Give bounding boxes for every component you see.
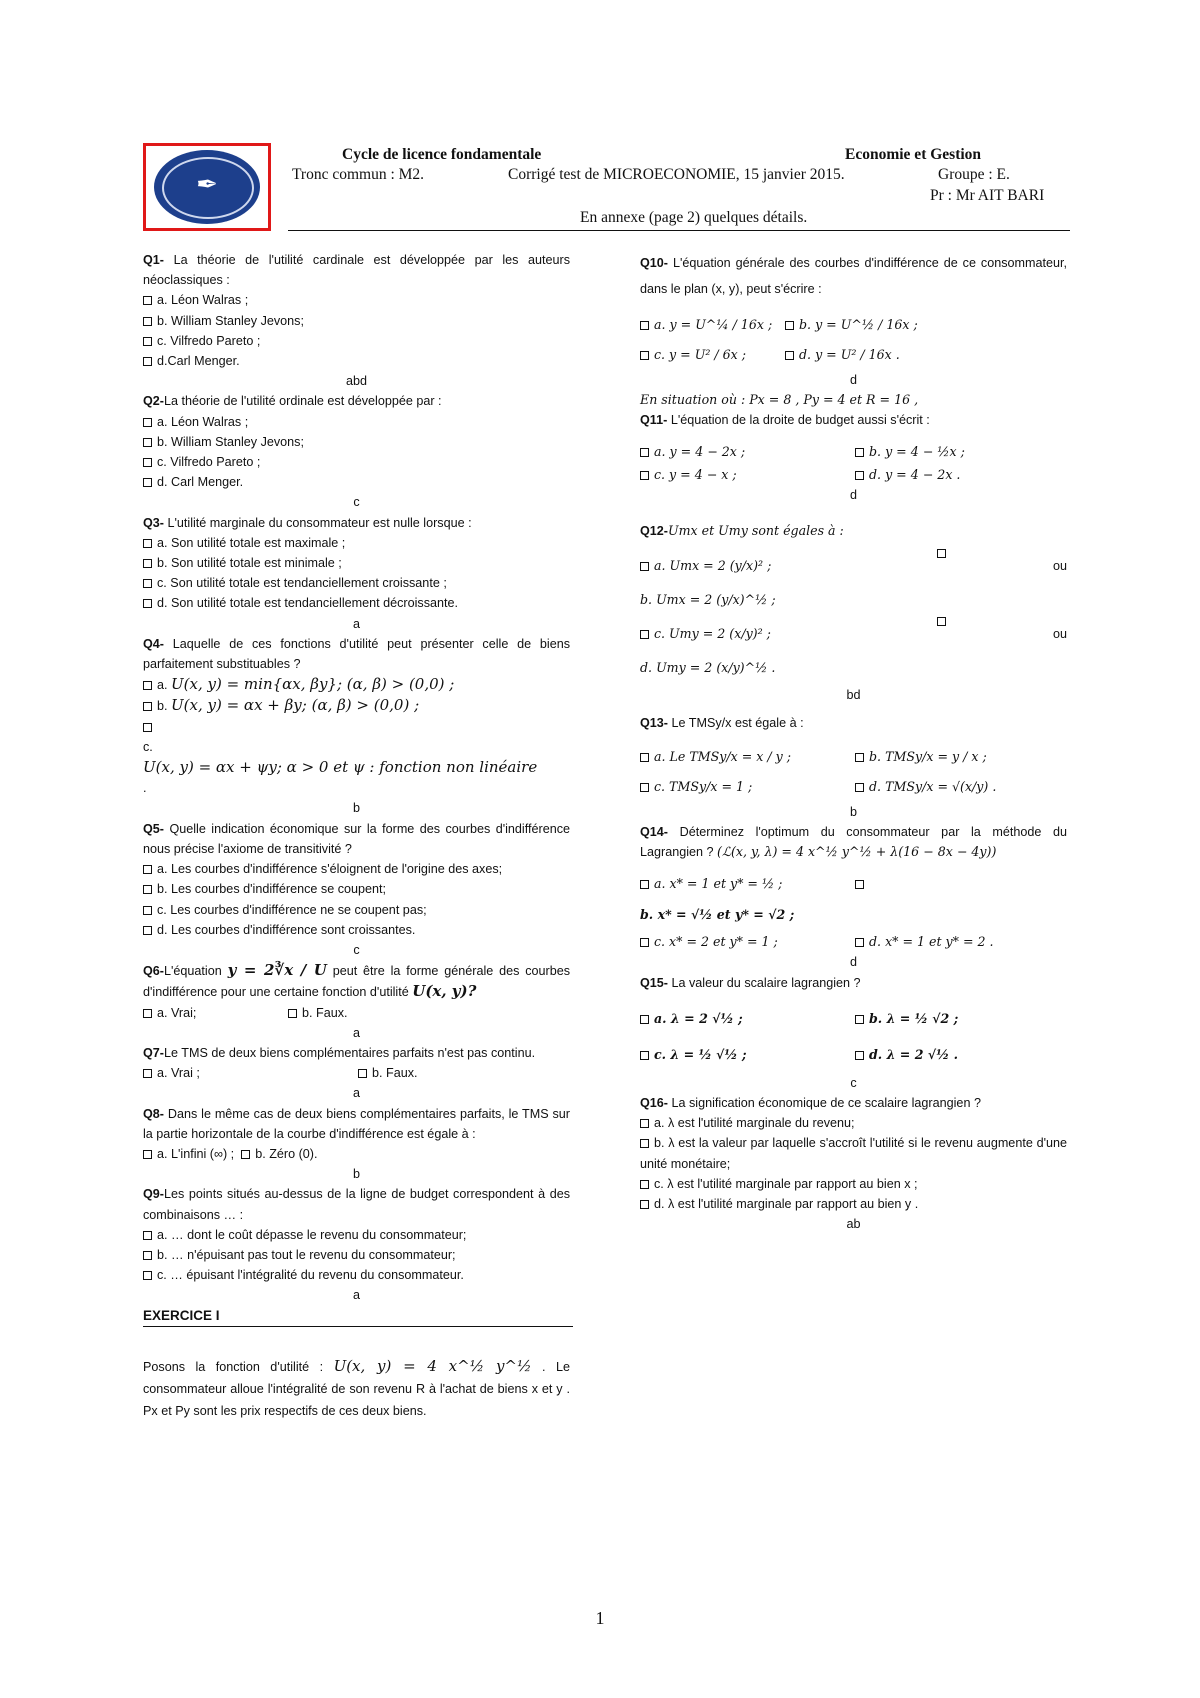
left-column: [143, 250, 570, 1422]
q11-options-cd: c. y = 4 − x ; d. y = 4 − 2x .: [640, 465, 1067, 485]
q12-option-d: d. Umy = 2 (x/y)^½ .: [640, 660, 776, 676]
checkbox[interactable]: [640, 1200, 649, 1209]
university-logo: [143, 143, 271, 231]
q2-option-a: a. Léon Walras ;: [143, 412, 570, 432]
checkbox[interactable]: [855, 783, 864, 792]
q12-question: Q12-Umx et Umy sont égales à :: [640, 523, 844, 539]
q16-option-c: c. λ est l'utilité marginale par rapport au bien x ;: [640, 1174, 1067, 1194]
q16-option-a: a. λ est l'utilité marginale du revenu;: [640, 1113, 1067, 1133]
q1-option-c: c. Vilfredo Pareto ;: [143, 331, 570, 351]
q1-answer: abd: [345, 374, 367, 389]
checkbox[interactable]: [143, 1069, 152, 1078]
checkbox[interactable]: [937, 617, 946, 626]
checkbox[interactable]: [855, 1015, 864, 1024]
checkbox[interactable]: [143, 438, 152, 447]
checkbox[interactable]: [143, 418, 152, 427]
q9-question: Q9-Les points situés au-dessus de la ligne de budget correspondent à des combinaisons … :: [143, 1187, 570, 1222]
checkbox[interactable]: [143, 1150, 152, 1159]
q12-option-a: a. Umx = 2 (y/x)² ; ou: [640, 549, 1067, 583]
q4-option-c-box: [143, 717, 570, 737]
q15-options-ab: a. λ = 2 √½ ; b. λ = ½ √2 ;: [640, 1001, 1067, 1037]
q8-answer: b: [352, 1167, 360, 1182]
right-column: [640, 250, 1067, 1234]
q2-option-c: c. Vilfredo Pareto ;: [143, 452, 570, 472]
checkbox[interactable]: [143, 458, 152, 467]
q16-question: Q16- La signification économique de ce scalaire lagrangien ?: [640, 1096, 981, 1111]
checkbox[interactable]: [640, 321, 649, 330]
q5-option-a: a. Les courbes d'indifférence s'éloignent de l'origine des axes;: [143, 859, 570, 879]
q5-option-d: d. Les courbes d'indifférence sont croissantes.: [143, 920, 570, 940]
header-rule: [288, 230, 1070, 231]
checkbox[interactable]: [640, 1051, 649, 1060]
q14-options-cd: c. x* = 2 et y* = 1 ; d. x* = 1 et y* = 2 .: [640, 932, 1067, 952]
q8-options: a. L'infini (∞) ; b. Zéro (0).: [143, 1144, 570, 1164]
checkbox[interactable]: [640, 448, 649, 457]
checkbox[interactable]: [143, 296, 152, 305]
q7-question: Q7-Le TMS de deux biens complémentaires parfaits n'est pas continu.: [143, 1045, 536, 1060]
q4-question: Q4- Laquelle de ces fonctions d'utilité peut présenter celle de biens parfaitement substituables ?: [143, 636, 571, 672]
q16-answer: ab: [846, 1217, 861, 1232]
checkbox[interactable]: [143, 723, 152, 732]
q2-question: Q2-La théorie de l'utilité ordinale est développée par :: [143, 394, 442, 409]
checkbox[interactable]: [640, 1015, 649, 1024]
q3-option-d: d. Son utilité totale est tendanciellement décroissante.: [143, 593, 570, 613]
q9-answer: a: [352, 1288, 360, 1303]
q12-option-b: b. Umx = 2 (y/x)^½ ;: [640, 592, 776, 608]
q11-question: Q11- L'équation de la droite de budget aussi s'écrit :: [640, 413, 930, 428]
q10-answer: d: [849, 373, 857, 387]
q13-options-ab: a. Le TMSy/x = x / y ; b. TMSy/x = y / x ;: [640, 742, 1067, 772]
checkbox[interactable]: [855, 753, 864, 762]
q13-options-cd: c. TMSy/x = 1 ; d. TMSy/x = √(x/y) .: [640, 772, 1067, 802]
q16-option-d: d. λ est l'utilité marginale par rapport au bien y .: [640, 1194, 1067, 1214]
q9-option-b: b. … n'épuisant pas tout le revenu du consommateur;: [143, 1245, 570, 1265]
exercise-text: Posons la fonction d'utilité : U(x, y) = 4 x^½ y^½ . Le consommateur alloue l'intégralité de son revenu R à l'achat de biens x et y . Px et Py sont les prix respectifs de ces deux biens.: [143, 1356, 570, 1418]
q13-answer: b: [849, 804, 857, 819]
q14-answer: d: [849, 955, 857, 970]
q11-answer: d: [849, 487, 857, 502]
exercise-rule: [143, 1326, 573, 1327]
checkbox[interactable]: [855, 471, 864, 480]
q6-options: a. Vrai; b. Faux.: [143, 1003, 570, 1023]
checkbox[interactable]: [358, 1069, 367, 1078]
exercise-utility-function: U(x, y) = 4 x^½ y^½: [333, 1356, 532, 1375]
checkbox[interactable]: [640, 783, 649, 792]
checkbox[interactable]: [640, 1119, 649, 1128]
checkbox[interactable]: [143, 559, 152, 568]
checkbox[interactable]: [143, 681, 152, 690]
checkbox[interactable]: [640, 880, 649, 889]
q1-option-a: a. Léon Walras ;: [143, 290, 570, 310]
q6-equation: y = 2∛x / U: [227, 961, 327, 980]
checkbox[interactable]: [143, 337, 152, 346]
checkbox[interactable]: [143, 865, 152, 874]
q2-answer: c: [353, 495, 360, 510]
exercise-title: EXERCICE I: [143, 1307, 220, 1323]
checkbox[interactable]: [855, 448, 864, 457]
q1-option-b: b. William Stanley Jevons;: [143, 311, 570, 331]
q1-question: Q1- La théorie de l'utilité cardinale est développée par les auteurs néoclassiques :: [143, 253, 570, 288]
checkbox[interactable]: [640, 1139, 649, 1148]
q4-option-c-label: c.: [143, 739, 153, 754]
checkbox[interactable]: [143, 599, 152, 608]
q1-option-d: d.Carl Menger.: [143, 351, 570, 371]
q2-option-d: d. Carl Menger.: [143, 472, 570, 492]
q3-option-c: c. Son utilité totale est tendanciellement croissante ;: [143, 573, 570, 593]
checkbox[interactable]: [937, 549, 946, 558]
q6-answer: a: [352, 1025, 360, 1040]
q12-answer: bd: [846, 688, 861, 703]
checkbox[interactable]: [640, 753, 649, 762]
checkbox[interactable]: [143, 478, 152, 487]
q5-question: Q5- Quelle indication économique sur la forme des courbes d'indifférence nous précise l'axiome de transitivité ?: [143, 821, 571, 856]
q5-option-b: b. Les courbes d'indifférence se coupent;: [143, 879, 570, 899]
q9-option-c: c. … épuisant l'intégralité du revenu du consommateur.: [143, 1265, 570, 1285]
checkbox[interactable]: [855, 938, 864, 947]
q13-question: Q13- Le TMSy/x est égale à :: [640, 716, 804, 731]
checkbox[interactable]: [143, 357, 152, 366]
header-annex-note: En annexe (page 2) quelques détails.: [580, 209, 808, 226]
q3-question: Q3- L'utilité marginale du consommateur est nulle lorsque :: [143, 515, 472, 530]
checkbox[interactable]: [640, 630, 649, 639]
checkbox[interactable]: [143, 1271, 152, 1280]
checkbox[interactable]: [143, 1231, 152, 1240]
checkbox[interactable]: [785, 321, 794, 330]
checkbox[interactable]: [640, 562, 649, 571]
checkbox[interactable]: [640, 1180, 649, 1189]
header-program: Cycle de licence fondamentale: [342, 146, 542, 163]
q15-options-cd: c. λ = ½ √½ ; d. λ = 2 √½ .: [640, 1037, 1067, 1073]
checkbox[interactable]: [640, 938, 649, 947]
q3-answer: a: [352, 616, 360, 631]
checkbox[interactable]: [143, 926, 152, 935]
q12-option-c: c. Umy = 2 (x/y)² ; ou: [640, 617, 1067, 651]
checkbox[interactable]: [143, 579, 152, 588]
q4-option-b: b. U(x, y) = αx + βy; (α, β) > (0,0) ;: [143, 695, 570, 716]
checkbox[interactable]: [855, 1051, 864, 1060]
checkbox[interactable]: [288, 1009, 297, 1018]
checkbox[interactable]: [640, 351, 649, 360]
q5-answer: c: [353, 942, 360, 957]
q9-option-a: a. … dont le coût dépasse le revenu du consommateur;: [143, 1225, 570, 1245]
q14-option-a: a. x* = 1 et y* = ½ ;: [640, 870, 1067, 898]
checkbox[interactable]: [143, 906, 152, 915]
q14-lagrangian: (ℒ(x, y, λ) = 4 x^½ y^½ + λ(16 − 8x − 4y)): [717, 844, 997, 860]
q2-option-b: b. William Stanley Jevons;: [143, 432, 570, 452]
q3-option-a: a. Son utilité totale est maximale ;: [143, 533, 570, 553]
q10-options-ab: a. y = U^¼ / 16x ; b. y = U^½ / 16x ;: [640, 310, 1067, 340]
situation-statement: En situation où : Px = 8 , Py = 4 et R = 16 ,: [640, 392, 919, 408]
page-number: 1: [595, 1608, 605, 1628]
q10-options-cd: c. y = U² / 6x ; d. y = U² / 16x .: [640, 340, 1067, 370]
q4-answer: b: [352, 801, 360, 816]
checkbox[interactable]: [143, 1009, 152, 1018]
header-group: Groupe : E.: [938, 166, 1010, 183]
header-tronc: Tronc commun : M2.: [292, 166, 425, 183]
q15-answer: c: [850, 1075, 857, 1090]
q14-question: Q14- Déterminez l'optimum du consommateur par la méthode du Lagrangien ? (ℒ(x, y, λ) = 4 x^½ y^½ + λ(16 − 8x − 4y)): [640, 824, 1068, 860]
header-professor: Pr : Mr AIT BARI: [930, 187, 1045, 204]
q8-question: Q8- Dans le même cas de deux biens complémentaires parfaits, le TMS sur la partie horizontale de la courbe d'indifférence est égale à :: [143, 1106, 571, 1141]
q4-option-a: a. U(x, y) = min{αx, βy}; (α, β) > (0,0) ;: [143, 674, 570, 695]
q3-option-b: b. Son utilité totale est minimale ;: [143, 553, 570, 573]
q7-answer: a: [352, 1086, 360, 1101]
q6-question: Q6-L'équation y = 2∛x / U peut être la forme générale des courbes d'indifférence pour une certaine fonction d'utilité U(x, y)?: [143, 961, 571, 1001]
q14-option-b: b. x* = √½ et y* = √2 ;: [640, 907, 795, 923]
q4-option-c-math: U(x, y) = αx + ψy; α > 0 et ψ : fonction non linéaire: [143, 758, 538, 777]
checkbox[interactable]: [143, 702, 152, 711]
checkbox[interactable]: [241, 1150, 250, 1159]
header-faculty: Economie et Gestion: [845, 146, 982, 163]
q11-options-ab: a. y = 4 − 2x ; b. y = 4 − ½x ;: [640, 439, 1067, 465]
q16-option-b: b. λ est la valeur par laquelle s'accroît l'utilité si le revenu augmente d'une unité monétaire;: [640, 1136, 1067, 1171]
checkbox[interactable]: [143, 885, 152, 894]
checkbox[interactable]: [855, 880, 864, 889]
q4-option-c-end: .: [143, 781, 147, 796]
checkbox[interactable]: [785, 351, 794, 360]
q15-question: Q15- La valeur du scalaire lagrangien ?: [640, 975, 861, 990]
checkbox[interactable]: [640, 471, 649, 480]
checkbox[interactable]: [143, 539, 152, 548]
q10-question: Q10- L'équation générale des courbes d'indifférence de ce consommateur, dans le plan (x, y), peut s'écrire :: [640, 256, 1068, 296]
header-test: Corrigé test de MICROECONOMIE, 15 janvier 2015.: [508, 166, 845, 183]
q5-option-c: c. Les courbes d'indifférence ne se coupent pas;: [143, 900, 570, 920]
q7-options: a. Vrai ; b. Faux.: [143, 1063, 570, 1083]
checkbox[interactable]: [143, 317, 152, 326]
university-seal-icon: ✒: [154, 150, 260, 224]
checkbox[interactable]: [143, 1251, 152, 1260]
